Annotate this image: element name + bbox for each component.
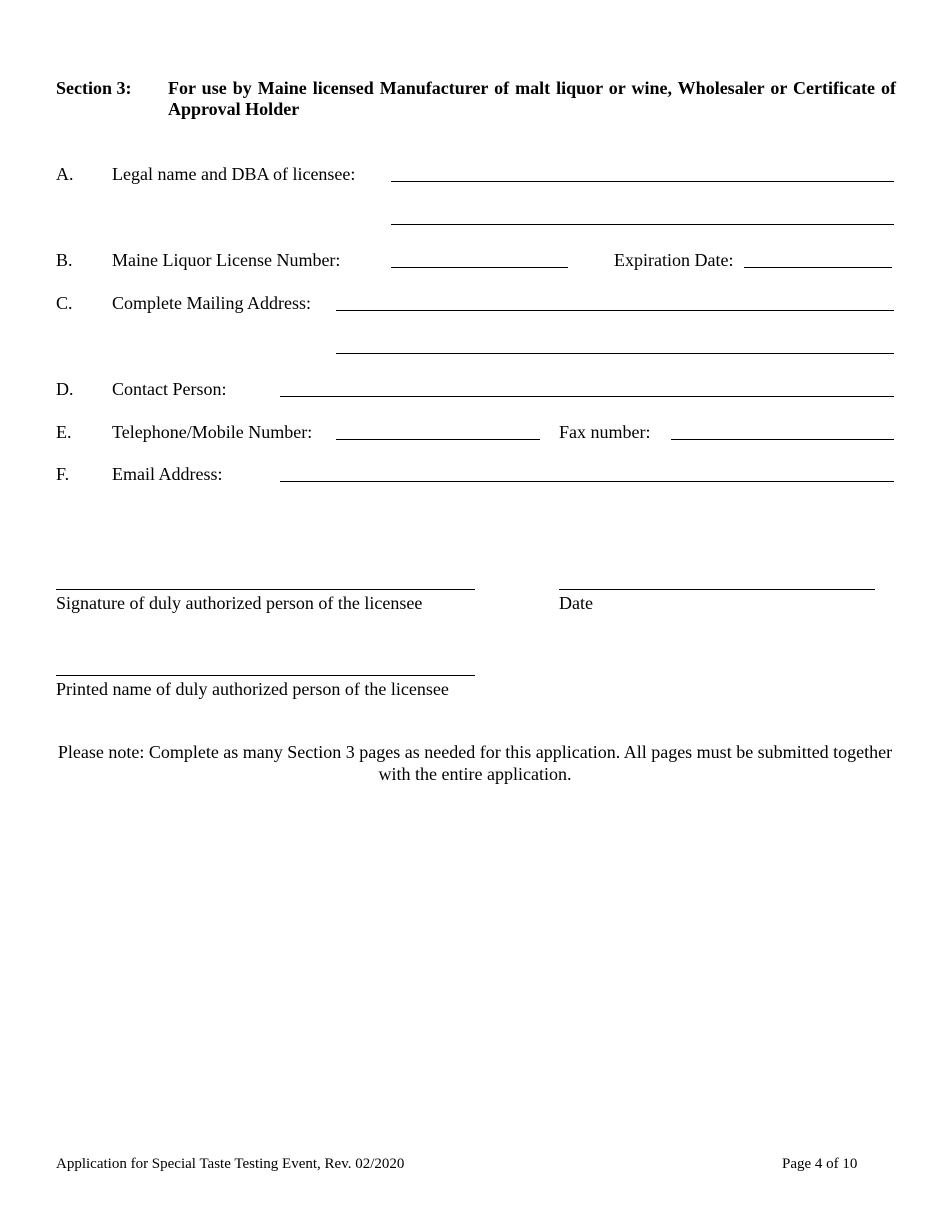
telephone-line[interactable] bbox=[336, 439, 540, 440]
field-a-label: Legal name and DBA of licensee: bbox=[112, 164, 356, 184]
fax-number-label: Fax number: bbox=[559, 422, 651, 442]
email-address-line[interactable] bbox=[280, 481, 894, 482]
date-caption: Date bbox=[559, 593, 593, 613]
expiration-date-label: Expiration Date: bbox=[614, 250, 734, 270]
field-c-label: Complete Mailing Address: bbox=[112, 293, 311, 313]
section-label: Section 3: bbox=[56, 78, 132, 98]
submission-note: Please note: Complete as many Section 3 pages as needed for this application. All pages must be submitted together with the entire application. bbox=[57, 742, 893, 784]
field-f-letter: F. bbox=[56, 464, 70, 484]
printed-name-caption: Printed name of duly authorized person of the licensee bbox=[56, 679, 449, 699]
legal-name-line-2[interactable] bbox=[391, 224, 894, 225]
section-title: For use by Maine licensed Manufacturer of malt liquor or wine, Wholesaler or Certificate of Approval Holder bbox=[168, 78, 896, 119]
field-b-label: Maine Liquor License Number: bbox=[112, 250, 341, 270]
field-e-letter: E. bbox=[56, 422, 72, 442]
field-c-letter: C. bbox=[56, 293, 73, 313]
field-e-label: Telephone/Mobile Number: bbox=[112, 422, 313, 442]
printed-name-line[interactable] bbox=[56, 675, 475, 676]
mailing-address-line-1[interactable] bbox=[336, 310, 894, 311]
field-d-label: Contact Person: bbox=[112, 379, 227, 399]
signature-line[interactable] bbox=[56, 589, 475, 590]
license-number-line[interactable] bbox=[391, 267, 568, 268]
field-b-letter: B. bbox=[56, 250, 73, 270]
field-f-label: Email Address: bbox=[112, 464, 223, 484]
legal-name-line-1[interactable] bbox=[391, 181, 894, 182]
signature-caption: Signature of duly authorized person of the licensee bbox=[56, 593, 423, 613]
mailing-address-line-2[interactable] bbox=[336, 353, 894, 354]
contact-person-line[interactable] bbox=[280, 396, 894, 397]
fax-number-line[interactable] bbox=[671, 439, 894, 440]
date-line[interactable] bbox=[559, 589, 875, 590]
footer-page-number: Page 4 of 10 bbox=[782, 1156, 858, 1172]
field-a-letter: A. bbox=[56, 164, 74, 184]
expiration-date-line[interactable] bbox=[744, 267, 892, 268]
footer-form-title: Application for Special Taste Testing Event, Rev. 02/2020 bbox=[56, 1156, 405, 1172]
field-d-letter: D. bbox=[56, 379, 74, 399]
